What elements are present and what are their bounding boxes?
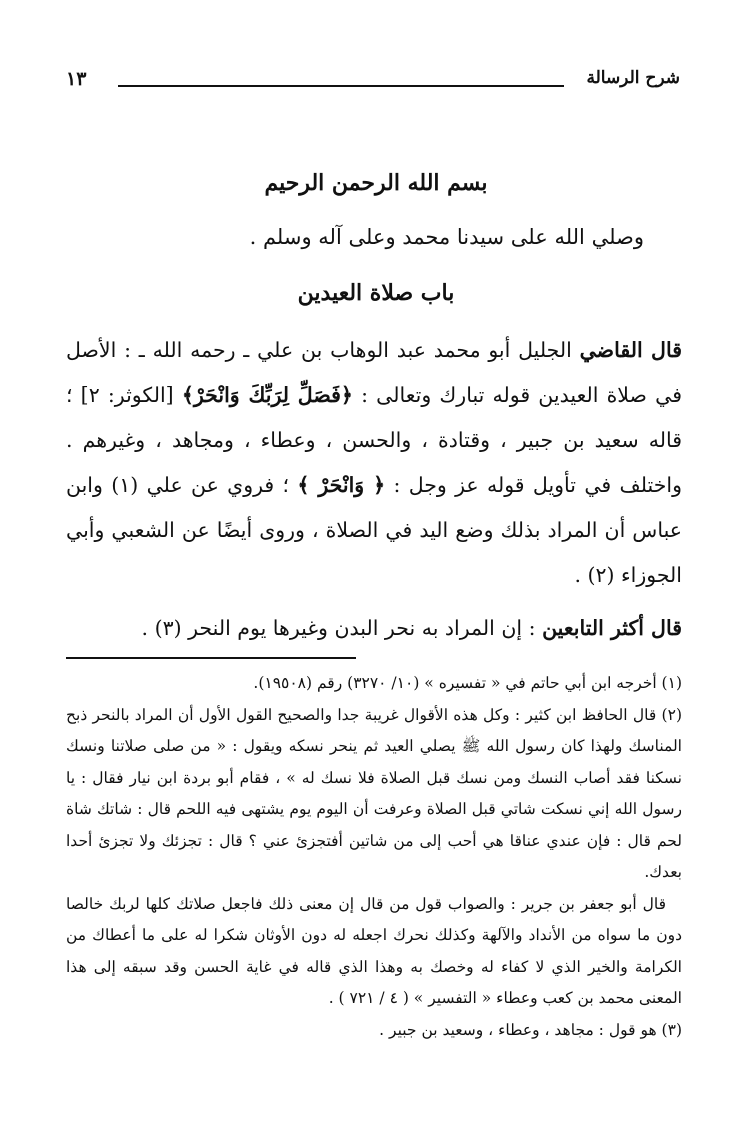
running-header-title: شرح الرسالة [586,68,680,88]
footnote-2-continuation: قال أبو جعفر بن جرير : والصواب قول من قال إن معنى ذلك فاجعل صلاتك كلها لربك خالصا دون ما سواه من الأنداد والآلهة وكذلك نحرك اجعله له دون الأوثان شكرا له على ما أعطاك من الكرامة والخير الذي لا كفاء له وخصك به وهذا الذي قاله في غاية الحسن وقد سبقه إلى هذا المعنى محمد بن كعب وعطاء « التفسير » ( ٤ / ٧٢١ ) . [66,894,682,1007]
footnote-separator [66,657,356,659]
speaker-label: قال القاضي [579,338,682,362]
paragraph [66,606,682,651]
text-run: ؛ فروي عن علي (١) وابن عباس أن المراد بذلك وضع اليد في الصلاة ، وروى أيضًا عن الشعبي وأبي الجوزاء (٢) . [66,473,682,587]
salawat-line: وصلي الله على سيدنا محمد وعلى آله وسلم . [249,225,644,249]
footnote-3: (٣) هو قول : مجاهد ، وعطاء ، وسعيد بن جبير . [379,1020,682,1039]
footnotes [66,668,682,1046]
header-rule [118,85,564,87]
main-text [66,328,682,651]
text-run: الجليل أبو محمد عبد الوهاب بن علي ـ رحمه الله ـ : الأصل في صلاة العيدين قوله تبارك وتعالى : [66,338,682,407]
paragraph [66,328,682,598]
speaker-label: قال أكثر التابعين [542,616,682,640]
quran-verse: ﴿ وَانْحَرْ ﴾ [297,473,386,497]
text-run: [الكوثر: ٢] ؛ قاله سعيد بن جبير ، وقتادة ، والحسن ، وعطاء ، ومجاهد ، وغيرهم . واختلف في تأويل قوله عز وجل : [66,383,682,497]
footnote-2: (٢) قال الحافظ ابن كثير : وكل هذه الأقوال غريبة جدا والصحيح القول الأول أن المراد بالنحر ذبح المناسك ولهذا كان رسول الله ﷺ يصلي العيد ثم ينحر نسكه ويقول : « من صلى صلاتنا ونسك نسكنا فقد أصاب النسك ومن نسك قبل الصلاة فلا نسك له » ، فقام أبو بردة ابن نيار فقال : يا رسول الله إني نسكت شاتي قبل الصلاة وعرفت أن اليوم يوم يشتهى فيه اللحم قال : شاتك شاة لحم قال : فإن عندي عناقا هي أحب إلى من شاتين أفتجزئ عني ؟ قال : تجزئك ولا تجزئ أحدا بعدك. [66,705,682,881]
page-number: ١٣ [66,68,87,90]
basmala: بسم الله الرحمن الرحيم [264,170,488,196]
chapter-title: باب صلاة العيدين [297,280,455,306]
text-run: : إن المراد به نحر البدن وغيرها يوم النحر (٣) . [141,616,543,640]
quran-verse: ﴿فَصَلِّ لِرَبِّكَ وَانْحَرْ﴾ [181,383,353,407]
footnote-1: (١) أخرجه ابن أبي حاتم في « تفسيره » (١٠/ ٣٢٧٠) رقم (١٩٥٠٨). [253,674,682,692]
